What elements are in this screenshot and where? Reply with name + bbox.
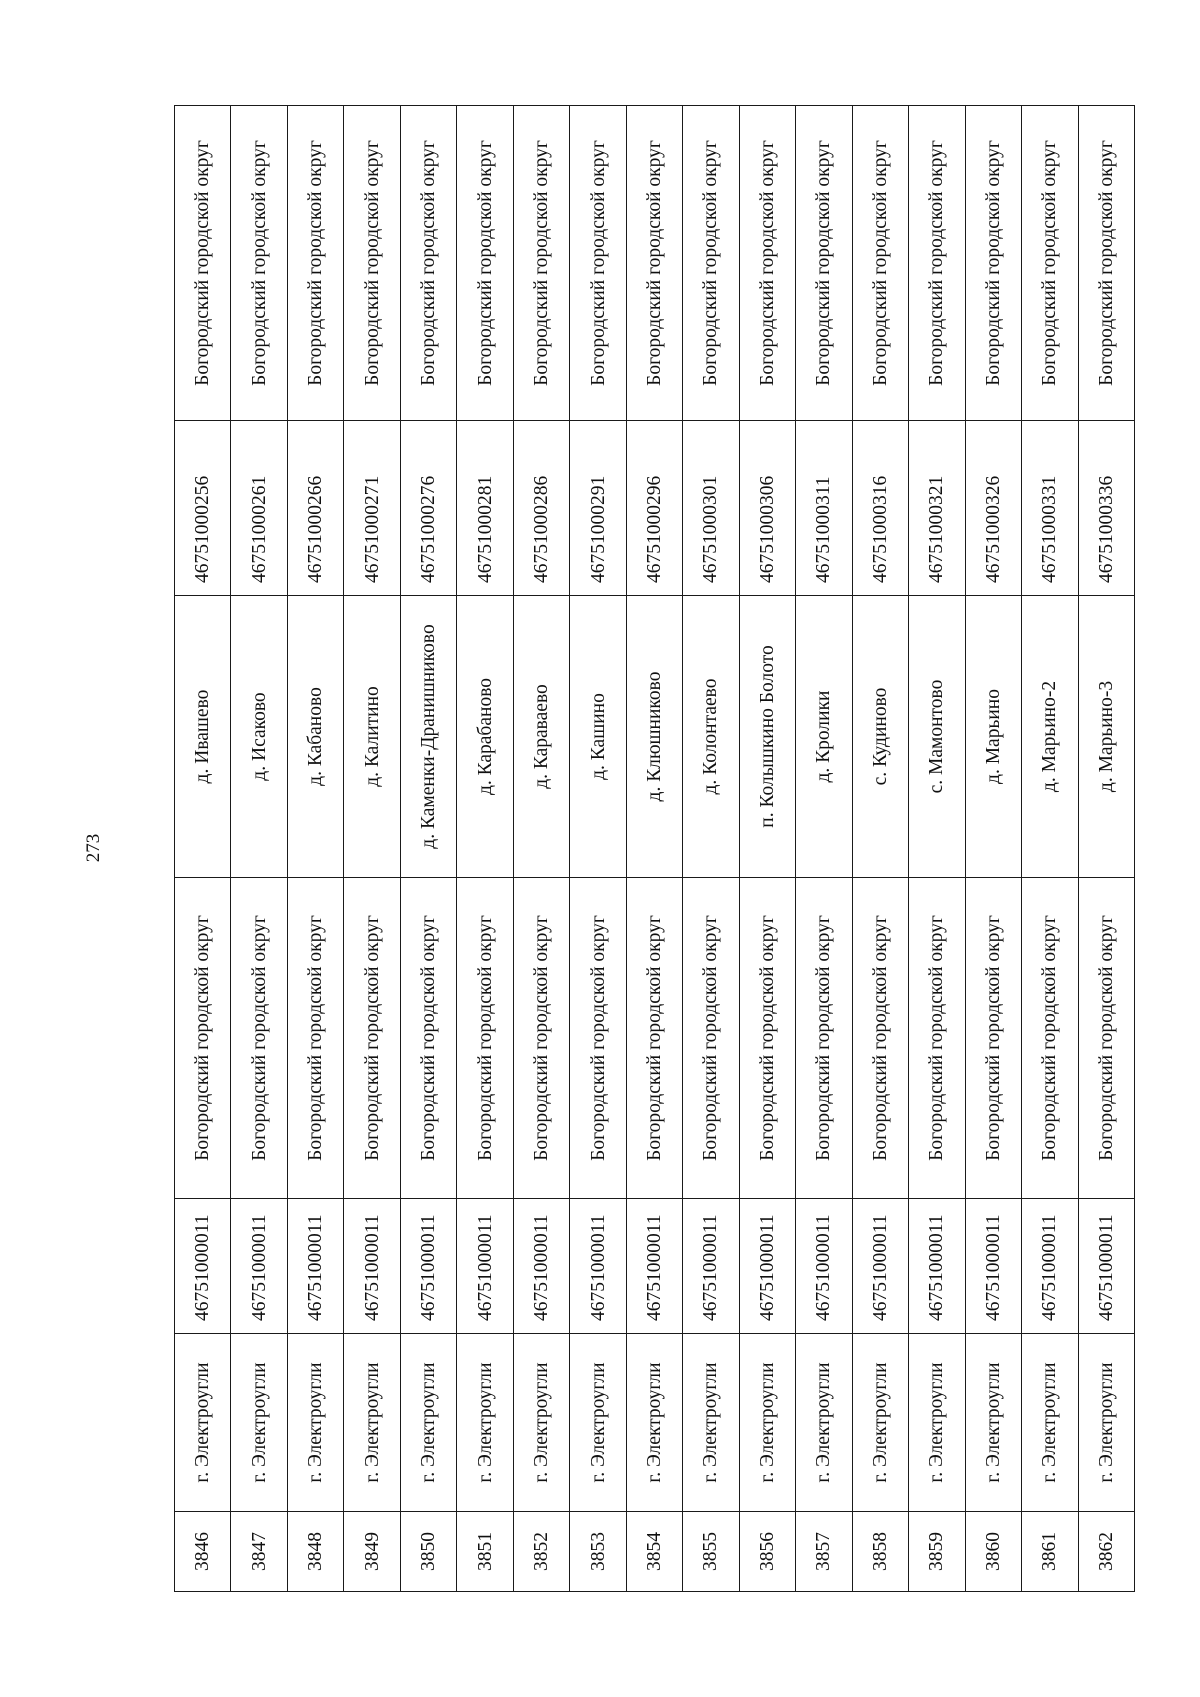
table-row — [739, 106, 795, 1592]
okrug-cell: Богородский городской округ — [231, 878, 287, 1199]
rotated-table-frame — [174, 106, 1135, 1592]
settlement-okrug-cell: Богородский городской округ — [852, 106, 908, 421]
settlement-cell: д. Марьино — [965, 596, 1021, 878]
oktmo-code-cell: 46751000011 — [1022, 1199, 1078, 1334]
table-row — [513, 106, 569, 1592]
okrug-cell: Богородский городской округ — [344, 878, 400, 1199]
okrug-cell: Богородский городской округ — [626, 878, 682, 1199]
settlement-okrug-cell: Богородский городской округ — [231, 106, 287, 421]
table-row — [287, 106, 343, 1592]
settlement-okrug-cell: Богородский городской округ — [739, 106, 795, 421]
city-cell: г. Электроугли — [400, 1334, 456, 1512]
table-row — [683, 106, 739, 1592]
city-cell: г. Электроугли — [626, 1334, 682, 1512]
okrug-cell: Богородский городской округ — [457, 878, 513, 1199]
okrug-cell: Богородский городской округ — [852, 878, 908, 1199]
table-row — [231, 106, 287, 1592]
table-row — [570, 106, 626, 1592]
table-row — [175, 106, 231, 1592]
oktmo-code-cell: 46751000011 — [231, 1199, 287, 1334]
okrug-cell: Богородский городской округ — [909, 878, 965, 1199]
table-row — [909, 106, 965, 1592]
city-cell: г. Электроугли — [1022, 1334, 1078, 1512]
table-row — [457, 106, 513, 1592]
settlement-cell: д. Кролики — [796, 596, 852, 878]
row-number-cell: 3855 — [683, 1512, 739, 1592]
okrug-cell: Богородский городской округ — [287, 878, 343, 1199]
city-cell: г. Электроугли — [796, 1334, 852, 1512]
settlement-cell: д. Кабаново — [287, 596, 343, 878]
settlement-code-cell: 46751000306 — [739, 421, 795, 596]
oktmo-code-cell: 46751000011 — [909, 1199, 965, 1334]
okrug-cell: Богородский городской округ — [1022, 878, 1078, 1199]
row-number-cell: 3848 — [287, 1512, 343, 1592]
row-number-cell: 3847 — [231, 1512, 287, 1592]
settlements-table — [174, 105, 1135, 1592]
table-row — [852, 106, 908, 1592]
settlement-cell: д. Кашино — [570, 596, 626, 878]
settlement-okrug-cell: Богородский городской округ — [626, 106, 682, 421]
settlement-okrug-cell: Богородский городской округ — [344, 106, 400, 421]
row-number-cell: 3860 — [965, 1512, 1021, 1592]
table-row — [965, 106, 1021, 1592]
okrug-cell: Богородский городской округ — [400, 878, 456, 1199]
okrug-cell: Богородский городской округ — [1078, 878, 1135, 1199]
table-body — [175, 106, 1135, 1592]
oktmo-code-cell: 46751000011 — [965, 1199, 1021, 1334]
row-number-cell: 3849 — [344, 1512, 400, 1592]
oktmo-code-cell: 46751000011 — [626, 1199, 682, 1334]
settlement-code-cell: 46751000311 — [796, 421, 852, 596]
okrug-cell: Богородский городской округ — [796, 878, 852, 1199]
city-cell: г. Электроугли — [231, 1334, 287, 1512]
settlement-okrug-cell: Богородский городской округ — [1078, 106, 1135, 421]
settlement-cell: д. Колонтаево — [683, 596, 739, 878]
settlement-code-cell: 46751000286 — [513, 421, 569, 596]
city-cell: г. Электроугли — [513, 1334, 569, 1512]
settlement-cell: д. Исаково — [231, 596, 287, 878]
row-number-cell: 3861 — [1022, 1512, 1078, 1592]
settlement-okrug-cell: Богородский городской округ — [457, 106, 513, 421]
oktmo-code-cell: 46751000011 — [1078, 1199, 1135, 1334]
page-number: 273 — [83, 833, 104, 863]
table-row — [796, 106, 852, 1592]
settlement-cell: п. Колышкино Болото — [739, 596, 795, 878]
oktmo-code-cell: 46751000011 — [739, 1199, 795, 1334]
oktmo-code-cell: 46751000011 — [287, 1199, 343, 1334]
row-number-cell: 3852 — [513, 1512, 569, 1592]
settlement-okrug-cell: Богородский городской округ — [965, 106, 1021, 421]
settlement-cell: д. Клюшниково — [626, 596, 682, 878]
table-row — [344, 106, 400, 1592]
settlement-code-cell: 46751000271 — [344, 421, 400, 596]
table-row — [1022, 106, 1078, 1592]
city-cell: г. Электроугли — [344, 1334, 400, 1512]
settlement-cell: д. Каменки-Дранишниково — [400, 596, 456, 878]
settlement-okrug-cell: Богородский городской округ — [570, 106, 626, 421]
settlement-cell: д. Калитино — [344, 596, 400, 878]
settlement-code-cell: 46751000291 — [570, 421, 626, 596]
settlement-cell: д. Ивашево — [175, 596, 231, 878]
row-number-cell: 3856 — [739, 1512, 795, 1592]
settlement-cell: д. Карабаново — [457, 596, 513, 878]
settlement-code-cell: 46751000316 — [852, 421, 908, 596]
oktmo-code-cell: 46751000011 — [570, 1199, 626, 1334]
oktmo-code-cell: 46751000011 — [852, 1199, 908, 1334]
settlement-okrug-cell: Богородский городской округ — [683, 106, 739, 421]
row-number-cell: 3862 — [1078, 1512, 1135, 1592]
row-number-cell: 3851 — [457, 1512, 513, 1592]
okrug-cell: Богородский городской округ — [965, 878, 1021, 1199]
settlement-cell: д. Марьино-2 — [1022, 596, 1078, 878]
row-number-cell: 3854 — [626, 1512, 682, 1592]
table-row — [626, 106, 682, 1592]
city-cell: г. Электроугли — [909, 1334, 965, 1512]
row-number-cell: 3853 — [570, 1512, 626, 1592]
settlement-code-cell: 46751000276 — [400, 421, 456, 596]
okrug-cell: Богородский городской округ — [683, 878, 739, 1199]
row-number-cell: 3859 — [909, 1512, 965, 1592]
city-cell: г. Электроугли — [175, 1334, 231, 1512]
city-cell: г. Электроугли — [287, 1334, 343, 1512]
settlement-cell: с. Кудиново — [852, 596, 908, 878]
okrug-cell: Богородский городской округ — [570, 878, 626, 1199]
table-row — [1078, 106, 1135, 1592]
table-row — [400, 106, 456, 1592]
settlement-code-cell: 46751000296 — [626, 421, 682, 596]
oktmo-code-cell: 46751000011 — [683, 1199, 739, 1334]
settlement-code-cell: 46751000266 — [287, 421, 343, 596]
city-cell: г. Электроугли — [570, 1334, 626, 1512]
oktmo-code-cell: 46751000011 — [457, 1199, 513, 1334]
settlement-code-cell: 46751000301 — [683, 421, 739, 596]
row-number-cell: 3857 — [796, 1512, 852, 1592]
city-cell: г. Электроугли — [457, 1334, 513, 1512]
row-number-cell: 3846 — [175, 1512, 231, 1592]
settlement-code-cell: 46751000326 — [965, 421, 1021, 596]
row-number-cell: 3858 — [852, 1512, 908, 1592]
oktmo-code-cell: 46751000011 — [175, 1199, 231, 1334]
settlement-okrug-cell: Богородский городской округ — [1022, 106, 1078, 421]
city-cell: г. Электроугли — [1078, 1334, 1135, 1512]
settlement-okrug-cell: Богородский городской округ — [175, 106, 231, 421]
okrug-cell: Богородский городской округ — [513, 878, 569, 1199]
oktmo-code-cell: 46751000011 — [796, 1199, 852, 1334]
city-cell: г. Электроугли — [852, 1334, 908, 1512]
city-cell: г. Электроугли — [739, 1334, 795, 1512]
okrug-cell: Богородский городской округ — [175, 878, 231, 1199]
settlement-code-cell: 46751000256 — [175, 421, 231, 596]
settlement-cell: д. Караваево — [513, 596, 569, 878]
settlement-code-cell: 46751000261 — [231, 421, 287, 596]
settlement-code-cell: 46751000321 — [909, 421, 965, 596]
settlement-okrug-cell: Богородский городской округ — [909, 106, 965, 421]
settlement-code-cell: 46751000336 — [1078, 421, 1135, 596]
oktmo-code-cell: 46751000011 — [344, 1199, 400, 1334]
settlement-code-cell: 46751000281 — [457, 421, 513, 596]
city-cell: г. Электроугли — [683, 1334, 739, 1512]
settlement-okrug-cell: Богородский городской округ — [796, 106, 852, 421]
settlement-okrug-cell: Богородский городской округ — [513, 106, 569, 421]
row-number-cell: 3850 — [400, 1512, 456, 1592]
oktmo-code-cell: 46751000011 — [513, 1199, 569, 1334]
settlement-cell: д. Марьино-3 — [1078, 596, 1135, 878]
city-cell: г. Электроугли — [965, 1334, 1021, 1512]
settlement-code-cell: 46751000331 — [1022, 421, 1078, 596]
okrug-cell: Богородский городской округ — [739, 878, 795, 1199]
table-container — [174, 106, 1135, 1592]
settlement-okrug-cell: Богородский городской округ — [400, 106, 456, 421]
oktmo-code-cell: 46751000011 — [400, 1199, 456, 1334]
settlement-okrug-cell: Богородский городской округ — [287, 106, 343, 421]
settlement-cell: с. Мамонтово — [909, 596, 965, 878]
